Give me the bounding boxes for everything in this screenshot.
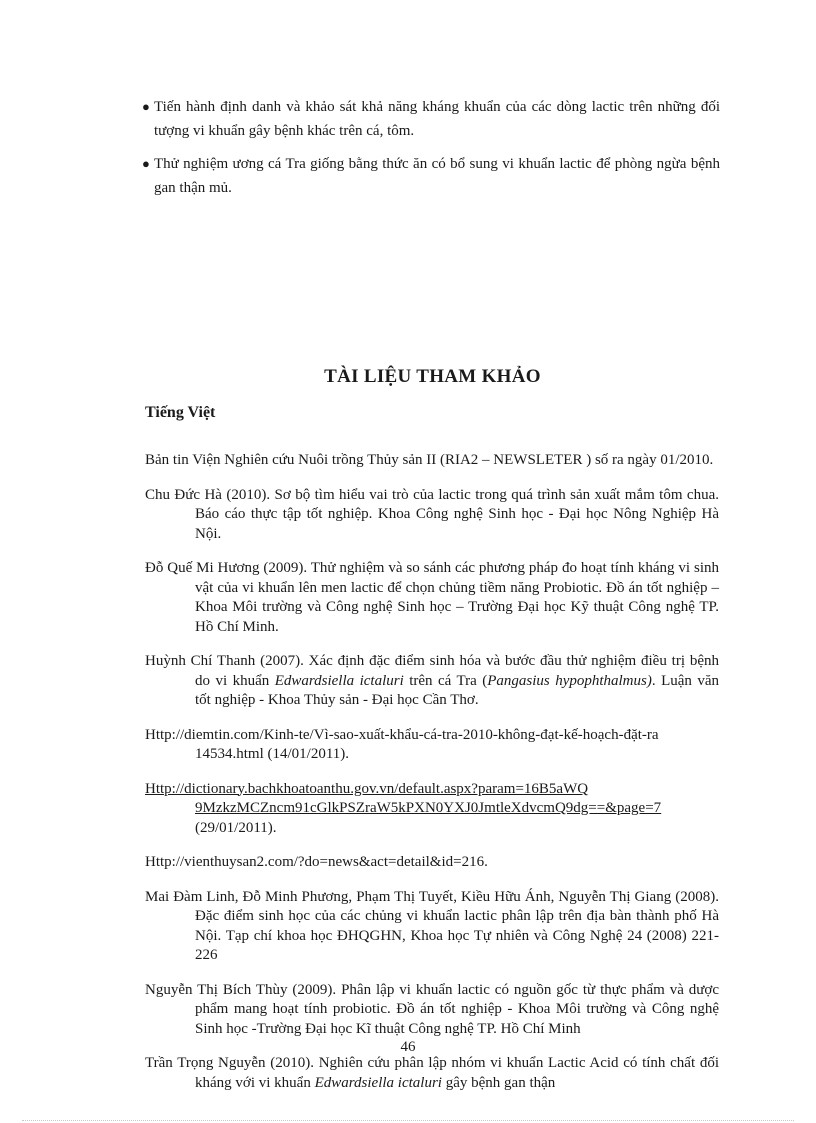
reference-item xyxy=(145,1054,719,1093)
reference-item: Chu Đức Hà (2010). Sơ bộ tìm hiểu vai trò của lactic trong quá trình sản xuất mắm tôm chua. Báo cáo thực tập tốt nghiệp. Khoa Công nghệ Sinh học - Đại học Nông Nghiệp Hà Nội. xyxy=(145,486,719,542)
species-name: Edwardsiella ictaluri xyxy=(274,672,404,689)
page-number: 46 xyxy=(400,1039,416,1055)
reference-link[interactable]: Http://dictionary.bachkhoatoanthu.gov.vn/default.aspx?param=16B5aWQ 9MzkzMCZncm91cGlkPSZraW5kPXN0YXJ0JmtleXdvcmQ9dg==&page=7 xyxy=(145,780,662,816)
bullet-item xyxy=(142,152,720,200)
reference-item: Bản tin Viện Nghiên cứu Nuôi trồng Thủy sản II (RIA2 – NEWSLETER ) số ra ngày 01/2010. xyxy=(145,452,714,468)
reference-url-item: Http://diemtin.com/Kinh-te/Vì-sao-xuất-khẩu-cá-tra-2010-không-đạt-kế-hoạch-đặt-ra 14534.html (14/01/2011). xyxy=(145,726,659,762)
reference-item xyxy=(145,652,719,711)
vietnamese-subheading: Tiếng Việt xyxy=(145,404,216,421)
bullet-text: Thử nghiệm ương cá Tra giống bằng thức ăn có bổ sung vi khuẩn lactic để phòng ngừa bệnh gan thận mủ. xyxy=(154,156,720,196)
reference-text: Trần Trọng Nguyễn (2010). Nghiên cứu phân lập nhóm vi khuẩn Lactic Acid có tính chất đối kháng với vi khuẩn xyxy=(145,1055,719,1091)
reference-item: Nguyễn Thị Bích Thùy (2009). Phân lập vi khuẩn lactic có nguồn gốc từ thực phẩm và dược phẩm mang hoạt tính probiotic. Đồ án tốt nghiệp - Khoa Môi trường và Công nghệ Sinh học -Trường Đại học Kĩ thuật Công nghệ TP. Hồ Chí Minh xyxy=(145,981,719,1037)
bullet-dot-icon: ● xyxy=(142,156,150,171)
conclusion-bullet-list xyxy=(142,95,720,209)
reference-url-item: Http://vienthuysan2.com/?do=news&act=detail&id=216. xyxy=(145,854,488,870)
bullet-dot-icon: ● xyxy=(142,99,150,114)
page-edge-divider xyxy=(22,1120,794,1121)
species-name: Edwardsiella ictaluri xyxy=(314,1074,442,1091)
reference-text: trên cá Tra ( xyxy=(403,672,488,689)
species-name: Pangasius hypophthalmus) xyxy=(487,672,652,689)
reference-text: . Luận văn tốt nghiệp - Khoa Thủy sản - Đại học Cần Thơ. xyxy=(195,672,719,708)
reference-date: (29/01/2011). xyxy=(195,819,277,836)
reference-item: Mai Đàm Linh, Đỗ Minh Phương, Phạm Thị Tuyết, Kiều Hữu Ánh, Nguyễn Thị Giang (2008). Đặc điểm sinh học của các chủng vi khuẩn lactic phân lập trên địa bàn thành phố Hà Nội. Tạp chí khoa học ĐHQGHN, Khoa học Tự nhiên và Công Nghệ 24 (2008) 221-226 xyxy=(145,888,719,963)
reference-list xyxy=(145,436,719,1093)
reference-url-item xyxy=(145,780,719,839)
reference-item: Đỗ Quế Mi Hương (2009). Thử nghiệm và so sánh các phương pháp đo hoạt tính kháng vi sinh vật của vi khuẩn lên men lactic để chọn chủng tiềm năng Probiotic. Đồ án tốt nghiệp – Khoa Môi trường và Công nghệ Sinh học – Trường Đại học Kỹ thuật Công nghệ TP. Hồ Chí Minh. xyxy=(145,560,719,635)
reference-text: Huỳnh Chí Thanh (2007). Xác định đặc điểm sinh hóa và bước đầu thử nghiệm điều trị bệnh do vi khuẩn xyxy=(145,653,719,689)
references-heading: TÀI LIỆU THAM KHẢO xyxy=(324,366,541,387)
bullet-text: Tiến hành định danh và khảo sát khả năng kháng khuẩn của các dòng lactic trên những đối tượng vi khuẩn gây bệnh khác trên cá, tôm. xyxy=(154,99,720,139)
bullet-item xyxy=(142,95,720,143)
reference-text: gây bệnh gan thận xyxy=(441,1074,556,1091)
